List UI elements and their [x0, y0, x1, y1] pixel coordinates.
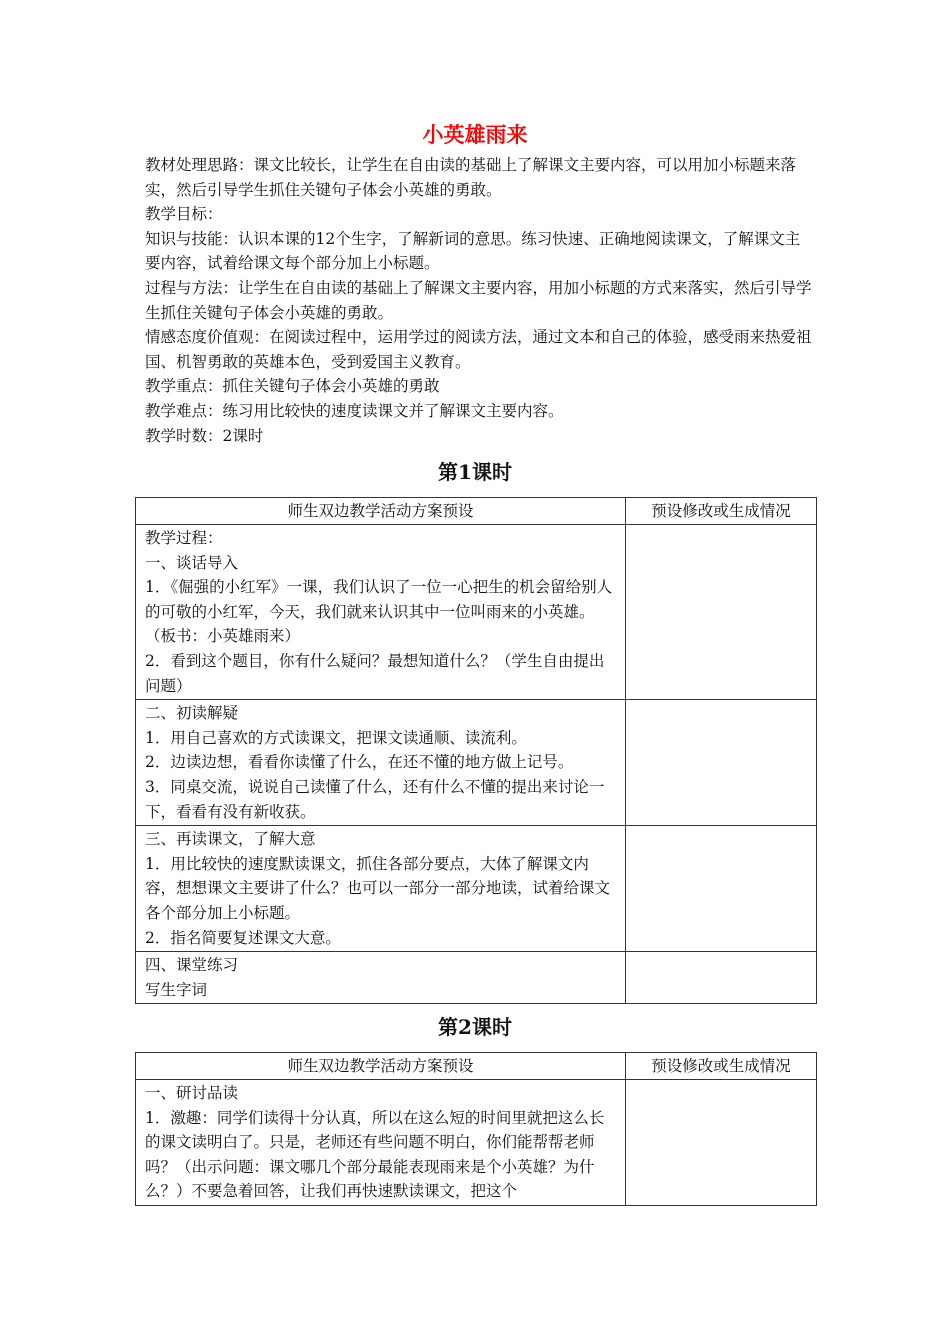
activity-cell — [136, 952, 626, 1004]
table-row — [136, 525, 817, 700]
row-line: 三、再读课文，了解大意 — [145, 830, 316, 849]
notes-cell — [626, 525, 817, 700]
intro-class-hours: 教学时数：2课时 — [145, 426, 264, 445]
column-header-notes: 预设修改或生成情况 — [626, 498, 817, 525]
document-title: 小英雄雨来 — [422, 123, 528, 147]
notes-cell — [626, 952, 817, 1004]
row-line: 2．看到这个题目，你有什么疑问？最想知道什么？（学生自由提出问题） — [145, 651, 605, 695]
column-header-activity: 师生双边教学活动方案预设 — [136, 1053, 626, 1080]
notes-cell — [626, 1080, 817, 1206]
lesson2-heading: 第2课时 — [438, 1015, 512, 1039]
lesson2-table — [135, 1052, 817, 1206]
table-row — [136, 1080, 817, 1206]
notes-cell — [626, 826, 817, 952]
table-header-row — [136, 498, 817, 525]
row-line: 1．激趣：同学们读得十分认真，所以在这么短的时间里就把这么长的课文读明白了。只是，老师还有些问题不明白，你们能帮帮老师吗？（出示问题：课文哪几个部分最能表现雨来是个小英雄？为什么？）不要急着回答，让我们再快速默读课文，把这个 — [145, 1108, 605, 1201]
row-line: 2．边读边想，看看你读懂了什么，在还不懂的地方做上记号。 — [145, 753, 574, 772]
row-line: 教学过程： — [145, 529, 223, 547]
row-line: 1．《倔强的小红军》一课，我们认识了一位一心把生的机会留给别人的可敬的小红军，今天，我们就来认识其中一位叫雨来的小英雄。（板书：小英雄雨来） — [145, 578, 613, 646]
table-row — [136, 826, 817, 952]
column-header-notes: 预设修改或生成情况 — [626, 1053, 817, 1080]
row-line: 写生字词 — [145, 980, 208, 999]
activity-cell — [136, 525, 626, 700]
row-line: 1．用比较快的速度默读课文，抓住各部分要点，大体了解课文内容，想想课文主要讲了什么？也可以一部分一部分地读，试着给课文各个部分加上小标题。 — [145, 854, 611, 922]
column-header-activity: 师生双边教学活动方案预设 — [136, 498, 626, 525]
intro-section — [145, 153, 815, 448]
intro-key-point: 教学重点：抓住关键句子体会小英雄的勇敢 — [145, 377, 440, 396]
intro-approach: 教材处理思路：课文比较长，让学生在自由读的基础上了解课文主要内容，可以用加小标题来落实，然后引导学生抓住关键句子体会小英雄的勇敢。 — [145, 156, 797, 199]
intro-objectives-label: 教学目标： — [145, 205, 223, 224]
lesson1-heading: 第1课时 — [438, 460, 512, 484]
lesson1-table — [135, 497, 817, 1004]
activity-cell — [136, 826, 626, 952]
row-line: 3．同桌交流，说说自己读懂了什么，还有什么不懂的提出来讨论一下，看看有没有新收获。 — [145, 777, 605, 821]
intro-emotion-values: 情感态度价值观：在阅读过程中，运用学过的阅读方法，通过文本和自己的体验，感受雨来热爱祖国、机智勇敢的英雄本色，受到爱国主义教育。 — [145, 328, 812, 371]
row-line: 四、课堂练习 — [145, 956, 239, 975]
intro-process-method: 过程与方法：让学生在自由读的基础上了解课文主要内容，用加小标题的方式来落实，然后引导学生抓住关键句子体会小英雄的勇敢。 — [145, 278, 812, 322]
row-line: 一、谈话导入 — [145, 553, 239, 572]
table-header-row — [136, 1053, 817, 1080]
notes-cell — [626, 700, 817, 826]
intro-knowledge-skills: 知识与技能：认识本课的12个生字，了解新词的意思。练习快速、正确地阅读课文，了解课文主要内容，试着给课文每个部分加上小标题。 — [145, 229, 801, 273]
table-row — [136, 700, 817, 826]
row-line: 一、研讨品读 — [145, 1084, 239, 1102]
intro-difficulty: 教学难点：练习用比较快的速度读课文并了解课文主要内容。 — [145, 401, 564, 420]
row-line: 2．指名简要复述课文大意。 — [145, 928, 341, 947]
row-line: 二、初读解疑 — [145, 704, 239, 723]
activity-cell — [136, 1080, 626, 1206]
activity-cell — [136, 700, 626, 826]
row-line: 1．用自己喜欢的方式读课文，把课文读通顺、读流利。 — [145, 728, 527, 747]
table-row — [136, 952, 817, 1004]
